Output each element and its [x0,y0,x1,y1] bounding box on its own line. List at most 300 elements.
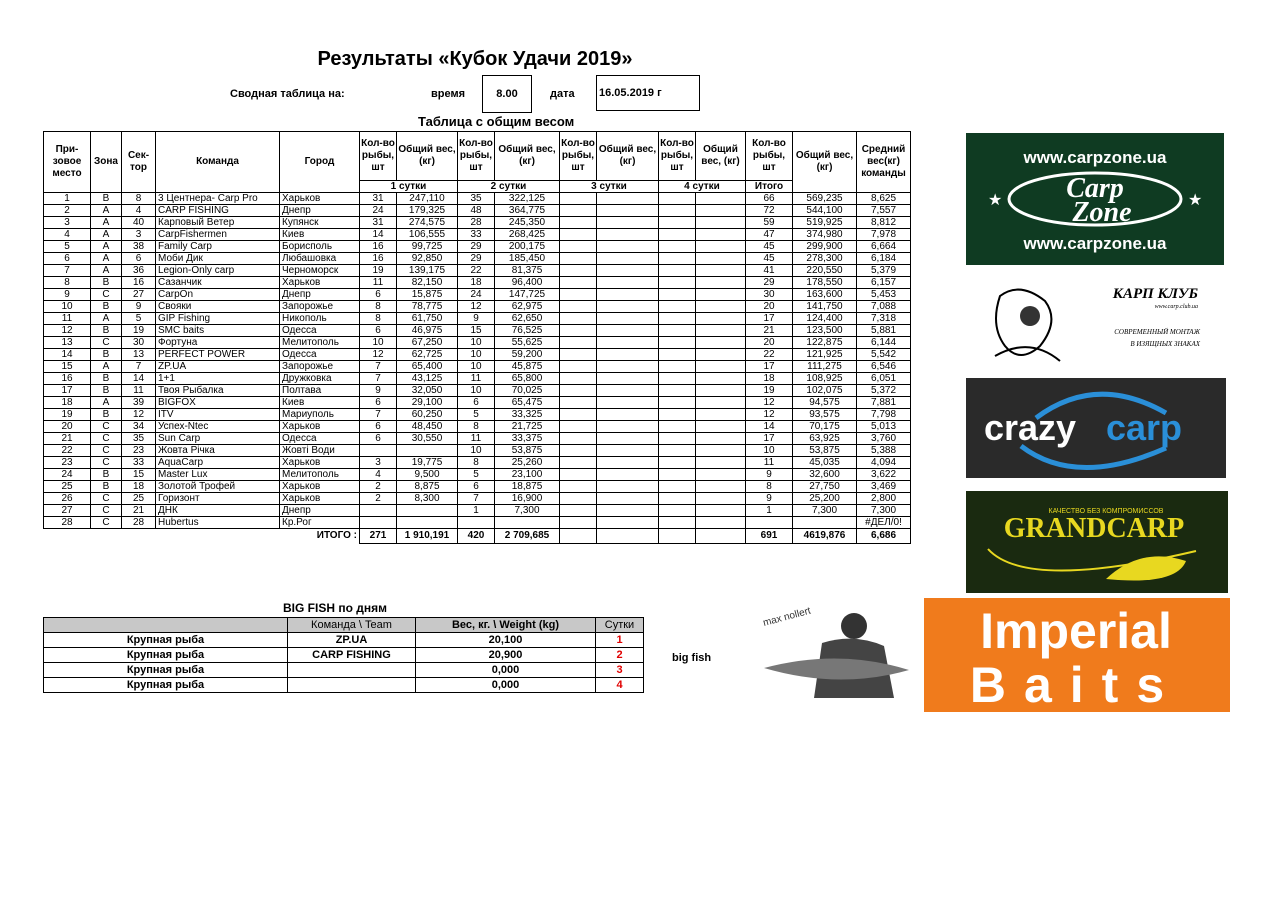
table-row [44,253,911,265]
table-cell: 81,375 [495,265,560,277]
table-cell: 5,388 [857,445,911,457]
table-cell: Твоя Рыбалка [156,385,280,397]
table-cell [597,337,659,349]
table-cell: ДНК [156,505,280,517]
table-cell: Legion-Only carp [156,265,280,277]
bigfish-weight: 0,000 [416,663,596,678]
table-cell: Днепр [280,289,360,301]
table-cell: 16 [360,241,397,253]
table-cell [659,241,696,253]
star-icon: ★ [988,192,1003,209]
table-cell: 7,318 [857,313,911,325]
table-cell: 9 [44,289,91,301]
table-cell: 17 [44,385,91,397]
bigfish-header-day: Сутки [596,618,644,633]
table-cell [560,253,597,265]
table-cell: 12 [44,325,91,337]
table-cell [597,277,659,289]
bigfish-header-label [44,618,288,633]
total-weight-4 [696,529,746,544]
table-cell: 7,300 [793,505,857,517]
table-cell: C [91,433,122,445]
arc-icon [1021,446,1166,468]
table-cell [560,265,597,277]
table-cell: 4 [122,205,156,217]
carpclub-name: КАРП КЛУБ [1112,286,1198,302]
table-cell: C [91,457,122,469]
table-cell: 39 [122,397,156,409]
table-cell: 36 [122,265,156,277]
table-cell: 65,800 [495,373,560,385]
table-cell: 8 [458,457,495,469]
carpzone-word-carp: Carp [1066,173,1124,204]
carpclub-line2: В ИЗЯЩНЫХ ЗНАКАХ [1130,340,1200,348]
table-cell: Харьков [280,493,360,505]
table-cell: 23 [44,457,91,469]
table-cell: C [91,505,122,517]
header-avg: Средний вес(кг) команды [857,132,911,193]
table-cell: CarpOn [156,289,280,301]
table-cell: 12 [458,301,495,313]
table-row [44,349,911,361]
table-cell: 19,775 [397,457,458,469]
day-1: 1 сутки [360,181,458,193]
table-cell: 33,375 [495,433,560,445]
table-cell: 2 [44,205,91,217]
table-cell: 41 [746,265,793,277]
table-cell [597,469,659,481]
header-team: Команда [156,132,280,193]
table-cell: Master Lux [156,469,280,481]
table-cell [560,289,597,301]
table-cell [560,277,597,289]
table-cell [560,421,597,433]
table-cell: 8 [122,193,156,205]
table-cell [659,277,696,289]
table-cell: #ДЕЛ/0! [857,517,911,529]
header-city: Город [280,132,360,193]
table-cell: 12 [360,349,397,361]
table-cell [696,289,746,301]
table-cell: 32,050 [397,385,458,397]
table-cell: B [91,409,122,421]
table-cell: 14 [44,349,91,361]
table-cell: 59,200 [495,349,560,361]
table-cell: 28 [122,517,156,529]
total-count-3 [560,529,597,544]
table-cell: 19 [360,265,397,277]
table-cell: 3,622 [857,469,911,481]
table-cell: ZP.UA [156,361,280,373]
table-cell: 48,450 [397,421,458,433]
header-count-4: Кол-во рыбы, шт [659,132,696,181]
table-cell: 28 [44,517,91,529]
table-cell: 3 [122,229,156,241]
table-cell: 147,725 [495,289,560,301]
bigfish-weight: 0,000 [416,678,596,693]
table-cell: 1 [44,193,91,205]
table-cell: 20 [44,421,91,433]
carpzone-logo [966,133,1224,265]
table-row [44,457,911,469]
total-count-1: 271 [360,529,397,544]
table-cell [597,481,659,493]
table-cell: 61,750 [397,313,458,325]
table-cell [597,217,659,229]
carpclub-line1: СОВРЕМЕННЫЙ МОНТАЖ [1114,328,1200,336]
table-cell: Борисполь [280,241,360,253]
day-4: 4 сутки [659,181,746,193]
table-cell: Запорожье [280,361,360,373]
table-cell [597,205,659,217]
table-cell: 3 Центнера- Carp Pro [156,193,280,205]
table-cell: AquaCarp [156,457,280,469]
table-cell: 10 [458,361,495,373]
table-cell [696,229,746,241]
table-cell: 200,175 [495,241,560,253]
table-cell [597,301,659,313]
table-cell [495,517,560,529]
table-cell: 5,013 [857,421,911,433]
table-cell: 65,400 [397,361,458,373]
table-cell: 94,575 [793,397,857,409]
table-cell: 123,500 [793,325,857,337]
table-cell: 10 [458,349,495,361]
table-cell: 6 [458,397,495,409]
table-cell: 11 [746,457,793,469]
table-cell: 245,350 [495,217,560,229]
table-cell: 18 [458,277,495,289]
table-cell [560,361,597,373]
table-cell [597,265,659,277]
table-cell: 62,975 [495,301,560,313]
table-cell: 6 [360,289,397,301]
table-cell [597,397,659,409]
table-cell: 6,051 [857,373,911,385]
table-cell [597,493,659,505]
table-cell: Одесса [280,433,360,445]
table-cell: 8 [360,313,397,325]
table-cell: 11 [458,433,495,445]
table-cell: 374,980 [793,229,857,241]
table-cell: B [91,325,122,337]
table-cell [560,457,597,469]
table-cell: 22 [44,445,91,457]
table-cell: 16 [122,277,156,289]
table-cell [659,325,696,337]
table-cell: 25 [44,481,91,493]
table-cell: C [91,493,122,505]
table-cell [597,421,659,433]
table-cell: 8,625 [857,193,911,205]
table-row [44,493,911,505]
table-cell: 28 [458,217,495,229]
summary-label: Сводная таблица на: [230,88,345,100]
table-cell: 35 [122,433,156,445]
table-cell [696,361,746,373]
table-cell [560,469,597,481]
table-cell: Свояки [156,301,280,313]
table-cell: Харьков [280,457,360,469]
header-zone: Зона [91,132,122,193]
table-cell: 4,094 [857,457,911,469]
table-cell: 1 [458,505,495,517]
table-cell: 7 [360,361,397,373]
table-cell [397,445,458,457]
table-cell: 25,200 [793,493,857,505]
table-cell [560,517,597,529]
table-cell [560,337,597,349]
bigfish-day: 4 [596,678,644,693]
table-cell: 6,664 [857,241,911,253]
table-row [44,445,911,457]
table-cell: 247,110 [397,193,458,205]
bigfish-team: CARP FISHING [288,648,416,663]
table-cell [560,505,597,517]
table-cell: 3 [44,217,91,229]
table-cell: 6 [360,397,397,409]
crazycarp-emblem [966,378,1226,478]
table-cell: 10 [458,445,495,457]
table-cell: 13 [122,349,156,361]
table-cell [659,361,696,373]
table-cell: 82,150 [397,277,458,289]
table-cell: 20 [746,337,793,349]
table-cell: 9 [746,469,793,481]
results-body [44,193,911,529]
table-cell [560,205,597,217]
table-cell: 15 [44,361,91,373]
table-cell: 96,400 [495,277,560,289]
table-cell: Жовті Води [280,445,360,457]
total-weight-2: 2 709,685 [495,529,560,544]
table-cell: B [91,373,122,385]
table-cell: 16,900 [495,493,560,505]
grandcarp-logo [966,491,1228,593]
table-cell: 7 [44,265,91,277]
table-cell: 15 [458,325,495,337]
header-weight-total: Общий вес, (кг) [793,132,857,193]
table-cell: 6 [44,253,91,265]
table-cell: 24 [44,469,91,481]
table-cell: Мелитополь [280,469,360,481]
table-cell [659,373,696,385]
table-cell: 63,925 [793,433,857,445]
table-cell [696,349,746,361]
table-cell: 27,750 [793,481,857,493]
table-cell: Одесса [280,325,360,337]
table-cell: 18,875 [495,481,560,493]
carpclub-emblem [990,276,1205,368]
table-subtitle: Таблица с общим весом [418,114,575,129]
table-cell: C [91,289,122,301]
table-cell: A [91,397,122,409]
table-cell: 19 [44,409,91,421]
table-cell: 6 [458,481,495,493]
table-cell: 12 [746,409,793,421]
table-cell [458,517,495,529]
table-cell: 25 [122,493,156,505]
table-cell [597,409,659,421]
header-count-1: Кол-во рыбы, шт [360,132,397,181]
table-cell: 24 [360,205,397,217]
table-cell: 11 [360,277,397,289]
table-cell [659,301,696,313]
table-cell: 1 [746,505,793,517]
table-row [44,433,911,445]
table-cell: Жовта Річка [156,445,280,457]
table-cell: Hubertus [156,517,280,529]
carp-sketch-icon [995,290,1060,361]
table-cell [560,397,597,409]
bigfish-label: Крупная рыба [44,648,288,663]
table-cell: 7 [122,361,156,373]
table-cell [560,409,597,421]
table-cell: 15 [122,469,156,481]
table-cell: 60,250 [397,409,458,421]
grandcarp-name: GRANDCARP [1003,513,1185,544]
table-cell: Дружковка [280,373,360,385]
table-cell: PERFECT POWER [156,349,280,361]
header-weight-2: Общий вес, (кг) [495,132,560,181]
table-cell: A [91,229,122,241]
table-cell [659,349,696,361]
table-cell [597,349,659,361]
table-cell [659,289,696,301]
table-row [44,241,911,253]
table-cell [659,385,696,397]
table-cell: 38 [122,241,156,253]
table-cell: ITV [156,409,280,421]
total-count-sum: 691 [746,529,793,544]
day-2: 2 сутки [458,181,560,193]
table-cell: 544,100 [793,205,857,217]
table-cell: 11 [122,385,156,397]
imperial-baits-logo [744,598,1230,712]
table-cell: B [91,481,122,493]
table-cell: 46,975 [397,325,458,337]
table-cell: 33,325 [495,409,560,421]
table-row [44,481,911,493]
table-cell: 5,453 [857,289,911,301]
carpclub-site: www.carp.club.ua [1154,304,1198,310]
crazycarp-logo [966,378,1226,478]
table-cell [659,229,696,241]
table-cell: BIGFOX [156,397,280,409]
table-row [44,205,911,217]
table-cell: 21 [122,505,156,517]
table-cell: 10 [360,337,397,349]
table-cell: 17 [746,313,793,325]
table-cell: Фортуна [156,337,280,349]
table-cell: 20 [746,301,793,313]
bigfish-day: 3 [596,663,644,678]
table-cell: 6,546 [857,361,911,373]
bigfish-weight: 20,900 [416,648,596,663]
table-cell: 12 [746,397,793,409]
table-cell: 519,925 [793,217,857,229]
table-cell [696,241,746,253]
table-row [44,517,911,529]
table-cell [560,325,597,337]
table-cell [597,385,659,397]
grandcarp-emblem [966,491,1228,593]
table-cell: 108,925 [793,373,857,385]
table-cell: 3,760 [857,433,911,445]
table-cell: 45,035 [793,457,857,469]
table-cell: 2,800 [857,493,911,505]
table-cell: 19 [122,325,156,337]
table-cell: CarpFishermen [156,229,280,241]
bigfish-header-weight: Вес, кг. \ Weight (kg) [416,618,596,633]
bigfish-weight: 20,100 [416,633,596,648]
table-cell [597,241,659,253]
totals-row [44,529,911,544]
table-cell: Золотой Трофей [156,481,280,493]
table-cell: 7,798 [857,409,911,421]
table-cell: 163,600 [793,289,857,301]
table-cell: A [91,217,122,229]
table-cell: 25,260 [495,457,560,469]
table-cell: Кр.Рог [280,517,360,529]
imperial-brand: max nollert [761,605,813,629]
time-value: 8.00 [482,75,532,113]
carpzone-url-top: www.carpzone.ua [1023,148,1167,167]
table-cell [696,493,746,505]
table-cell: 18 [122,481,156,493]
table-cell [360,505,397,517]
table-cell: 6,184 [857,253,911,265]
table-cell: Черноморск [280,265,360,277]
table-cell: Сазанчик [156,277,280,289]
table-cell: 274,575 [397,217,458,229]
table-cell: 220,550 [793,265,857,277]
table-cell [696,253,746,265]
table-header-row [44,132,911,181]
header-count-2: Кол-во рыбы, шт [458,132,495,181]
table-cell [659,253,696,265]
table-row [44,469,911,481]
table-cell: 27 [44,505,91,517]
bigfish-label: Крупная рыба [44,633,288,648]
table-cell [659,517,696,529]
table-cell: 30 [122,337,156,349]
table-cell [560,481,597,493]
header-sector: Сек-тор [122,132,156,193]
table-cell: Купянск [280,217,360,229]
table-cell: 29 [458,253,495,265]
bigfish-header-team: Команда \ Team [288,618,416,633]
table-cell: A [91,265,122,277]
table-cell: A [91,241,122,253]
star-icon: ★ [1188,192,1203,209]
table-cell: B [91,385,122,397]
table-cell: 569,235 [793,193,857,205]
table-cell: 45 [746,253,793,265]
table-cell: 9 [360,385,397,397]
table-cell: 9 [746,493,793,505]
table-cell [696,301,746,313]
table-row [44,505,911,517]
table-row [44,373,911,385]
table-cell [696,205,746,217]
table-cell [360,445,397,457]
table-cell: 53,875 [495,445,560,457]
table-cell: 26 [44,493,91,505]
crazycarp-word-carp: carp [1106,407,1183,448]
table-cell: 8 [746,481,793,493]
table-cell: 121,925 [793,349,857,361]
